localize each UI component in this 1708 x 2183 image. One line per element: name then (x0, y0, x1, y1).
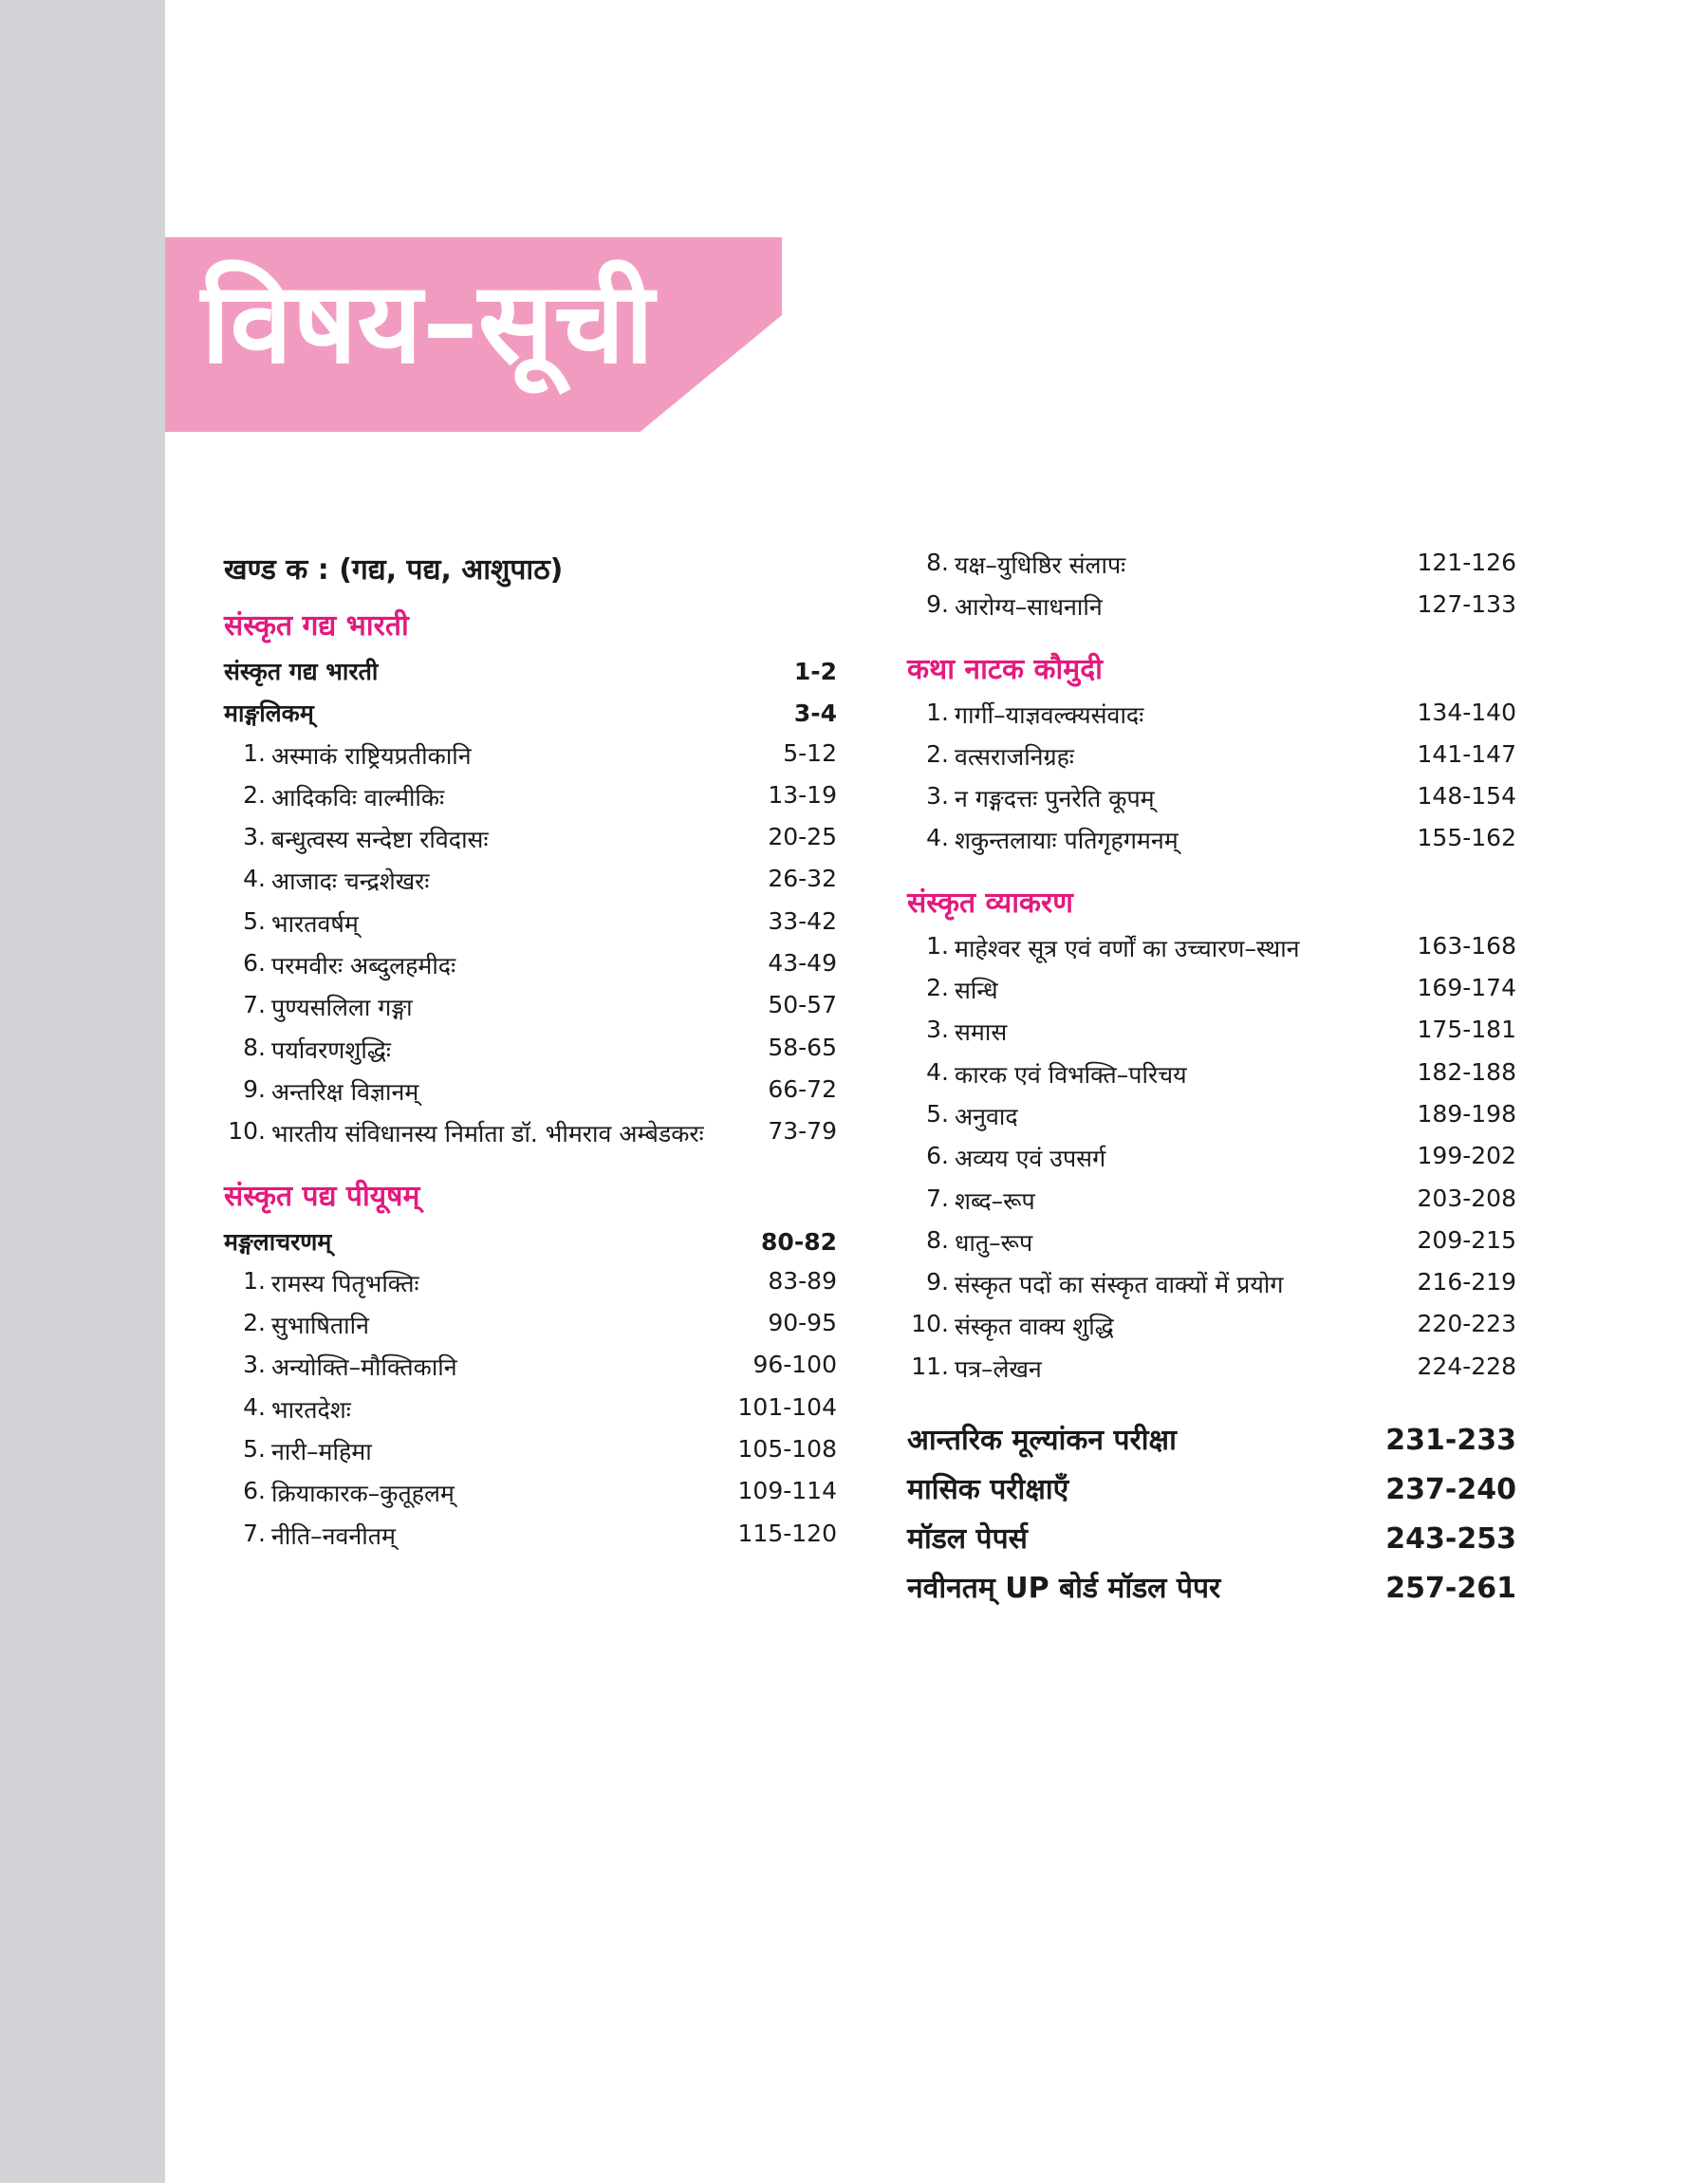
toc-pages: 199-202 (1417, 1142, 1516, 1170)
toc-pages: 80-82 (761, 1227, 837, 1256)
toc-row[interactable] (224, 1267, 837, 1309)
toc-row[interactable] (224, 1435, 837, 1477)
toc-number: 3. (926, 782, 949, 811)
toc-pages: 58-65 (768, 1033, 837, 1061)
extra-row[interactable] (907, 1419, 1516, 1468)
toc-pages: 203-208 (1417, 1184, 1516, 1212)
toc-label (224, 697, 314, 729)
toc-title: शब्द–रूप (955, 1186, 1035, 1215)
toc-row[interactable] (907, 1268, 1516, 1310)
toc-number: 5. (926, 1099, 949, 1128)
extras-list (907, 1419, 1516, 1616)
toc-label (224, 1351, 457, 1383)
toc-number: 3. (243, 823, 266, 851)
toc-label (907, 1353, 1042, 1385)
toc-number: 1. (926, 931, 949, 960)
toc-title: संस्कृत पदों का संस्कृत वाक्यों में प्रयोग (955, 1271, 1284, 1299)
toc-label (224, 1520, 396, 1552)
right-sections (907, 648, 1516, 1394)
toc-number: 10. (228, 1117, 266, 1146)
toc-pages: 43-49 (768, 949, 837, 978)
toc-pages: 33-42 (768, 906, 837, 935)
toc-pages: 3-4 (793, 700, 837, 728)
toc-pages: 127-133 (1417, 590, 1516, 619)
toc-label (907, 1226, 1032, 1259)
toc-title: अन्तरिक्ष विज्ञानम् (271, 1077, 419, 1106)
toc-row[interactable] (907, 782, 1516, 824)
toc-row[interactable] (907, 699, 1516, 740)
toc-number: 2. (926, 974, 949, 1002)
toc-pages: 155-162 (1417, 824, 1516, 852)
continued-list (907, 549, 1516, 633)
toc-row[interactable] (224, 991, 837, 1033)
extra-row[interactable] (907, 1567, 1516, 1616)
toc-number: 6. (926, 1142, 949, 1170)
toc-pages: 96-100 (752, 1351, 837, 1379)
toc-row[interactable] (224, 1309, 837, 1351)
toc-label (907, 1185, 1035, 1217)
toc-row[interactable] (907, 932, 1516, 974)
toc-label (907, 824, 1179, 856)
toc-label (224, 1034, 391, 1066)
toc-number: 9. (926, 1268, 949, 1297)
toc-label (224, 1477, 455, 1509)
toc-number: 1. (243, 738, 266, 767)
toc-row[interactable] (224, 739, 837, 781)
section-heading: संस्कृत व्याकरण (907, 886, 1073, 920)
toc-number: 4. (926, 824, 949, 852)
toc-row[interactable] (907, 1185, 1516, 1226)
left-sections (224, 605, 837, 1561)
toc-row[interactable] (907, 1058, 1516, 1100)
toc-number: 4. (926, 1057, 949, 1086)
extra-row[interactable] (907, 1468, 1516, 1518)
toc-number: 6. (243, 1477, 266, 1505)
extra-pages: 237-240 (1385, 1473, 1516, 1507)
toc-title: भारतवर्षम् (271, 909, 359, 938)
toc-number: 9. (926, 590, 949, 619)
toc-label (224, 739, 472, 772)
toc-label (224, 1225, 331, 1258)
toc-pages: 13-19 (768, 780, 837, 809)
toc-row[interactable] (907, 740, 1516, 782)
toc-number: 2. (243, 1309, 266, 1337)
toc-title: यक्ष–युधिष्ठिर संलापः (955, 551, 1126, 579)
toc-label (224, 1393, 351, 1426)
toc-title: अस्माकं राष्ट्रियप्रतीकानि (271, 741, 472, 770)
toc-number: 7. (243, 991, 266, 1019)
toc-number: 7. (926, 1184, 949, 1212)
toc-label (907, 1268, 1283, 1300)
toc-title: समास (955, 1018, 1008, 1047)
toc-title: नारी–महिमा (271, 1438, 372, 1466)
toc-title: परमवीरः अब्दुलहमीदः (271, 952, 456, 980)
toc-pages: 224-228 (1417, 1352, 1516, 1380)
toc-pages: 50-57 (768, 991, 837, 1019)
toc-label (907, 1310, 1114, 1342)
toc-row[interactable] (224, 1351, 837, 1392)
toc-row[interactable] (907, 1016, 1516, 1057)
toc-label (224, 1267, 419, 1299)
toc-pages: 66-72 (768, 1074, 837, 1103)
extra-row[interactable] (907, 1518, 1516, 1567)
toc-title: पत्र–लेखन (955, 1354, 1042, 1383)
toc-row[interactable] (907, 974, 1516, 1016)
toc-pages: 121-126 (1417, 549, 1516, 576)
toc-row[interactable] (907, 1100, 1516, 1142)
toc-pages: 90-95 (768, 1309, 837, 1337)
toc-pages: 220-223 (1417, 1310, 1516, 1338)
toc-pages: 169-174 (1417, 974, 1516, 1002)
toc-title: कारक एवं विभक्ति–परिचय (955, 1060, 1187, 1089)
toc-label (224, 1075, 418, 1108)
toc-number: 8. (243, 1033, 266, 1061)
toc-label (907, 782, 1155, 814)
toc-number: 4. (243, 1392, 266, 1421)
toc-label (224, 655, 378, 687)
toc-label (224, 1435, 372, 1467)
toc-title: माङ्गलिकम् (224, 700, 314, 728)
toc-label (907, 1100, 1018, 1132)
extra-title: मॉडल पेपर्स (907, 1522, 1028, 1557)
toc-number: 11. (911, 1352, 949, 1380)
toc-title: क्रियाकारक–कुतूहलम् (271, 1480, 455, 1508)
toc-pages: 209-215 (1417, 1225, 1516, 1254)
toc-number: 2. (926, 739, 949, 768)
toc-pages: 189-198 (1417, 1099, 1516, 1128)
toc-title: शकुन्तलायाः पतिगृहगमनम् (955, 827, 1179, 855)
toc-pages: 163-168 (1417, 931, 1516, 960)
toc-pages: 26-32 (768, 865, 837, 893)
toc-pages: 73-79 (768, 1117, 837, 1146)
toc-label (907, 699, 1143, 731)
toc-row[interactable] (224, 655, 837, 697)
toc-row[interactable] (224, 1477, 837, 1519)
toc-pages: 141-147 (1417, 739, 1516, 768)
toc-number: 1. (926, 698, 949, 726)
toc-title: भारतीय संविधानस्य निर्माता डॉ. भीमराव अम्बेडकरः (271, 1120, 704, 1148)
toc-number: 4. (243, 865, 266, 893)
toc-title: संस्कृत गद्य भारती (224, 658, 379, 685)
toc-title: गार्गी–याज्ञवल्क्यसंवादः (955, 700, 1144, 729)
toc-label (907, 590, 1103, 623)
toc-title: रामस्य पितृभक्तिः (271, 1269, 419, 1297)
toc-label (224, 907, 359, 940)
toc-row[interactable] (224, 1225, 837, 1267)
toc-label (907, 740, 1074, 773)
toc-title: अव्यय एवं उपसर्ग (955, 1145, 1106, 1173)
toc-label (224, 865, 429, 897)
toc-label (907, 932, 1300, 964)
toc-pages: 5-12 (783, 738, 837, 767)
toc-row[interactable] (224, 949, 837, 991)
toc-label (224, 1117, 704, 1149)
toc-pages: 109-114 (737, 1477, 837, 1505)
toc-title: वत्सराजनिग्रहः (955, 742, 1074, 771)
toc-pages: 216-219 (1417, 1268, 1516, 1297)
toc-row[interactable] (907, 1142, 1516, 1184)
toc-number: 3. (243, 1351, 266, 1379)
toc-label (224, 949, 455, 981)
extra-title: नवीनतम् UP बोर्ड मॉडल पेपर (907, 1572, 1221, 1606)
toc-number: 8. (926, 1225, 949, 1254)
side-strip (0, 0, 165, 2183)
toc-row[interactable] (907, 1310, 1516, 1352)
toc-title: सन्धि (955, 977, 998, 1005)
toc-pages: 101-104 (737, 1392, 837, 1421)
toc-title: अन्योक्ति–मौक्तिकानि (271, 1353, 457, 1382)
toc-title: पर्यावरणशुद्धिः (271, 1036, 391, 1064)
toc-label (907, 974, 998, 1006)
toc-title: आजादः चन्द्रशेखरः (271, 868, 430, 896)
toc-row[interactable] (224, 1393, 837, 1435)
toc-title: भारतदेशः (271, 1395, 351, 1424)
toc-row[interactable] (224, 1075, 837, 1117)
extra-title: आन्तरिक मूल्यांकन परीक्षा (907, 1424, 1177, 1458)
toc-number: 5. (243, 906, 266, 935)
toc-row[interactable] (907, 549, 1516, 590)
toc-row[interactable] (907, 1226, 1516, 1268)
toc-label (907, 1016, 1007, 1048)
toc-pages: 1-2 (793, 658, 837, 685)
section-heading: संस्कृत पद्य पीयूषम् (224, 1179, 420, 1213)
extra-pages: 243-253 (1385, 1522, 1516, 1557)
toc-number: 8. (926, 549, 949, 576)
toc-title: आदिकविः वाल्मीकिः (271, 783, 445, 812)
toc-row[interactable] (224, 781, 837, 823)
toc-row[interactable] (224, 907, 837, 949)
toc-label (224, 781, 444, 813)
toc-pages: 175-181 (1417, 1016, 1516, 1044)
right-column (907, 549, 1516, 1616)
section-heading: कथा नाटक कौमुदी (907, 652, 1103, 686)
toc-pages: 148-154 (1417, 782, 1516, 811)
toc-row[interactable] (224, 1520, 837, 1561)
toc-title: न गङ्गदत्तः पुनरेति कूपम् (955, 785, 1155, 813)
toc-label (224, 823, 489, 855)
toc-pages: 182-188 (1417, 1057, 1516, 1086)
extra-pages: 257-261 (1385, 1572, 1516, 1606)
toc-number: 3. (926, 1016, 949, 1044)
toc-row[interactable] (224, 865, 837, 906)
extra-title: मासिक परीक्षाएँ (907, 1473, 1069, 1507)
toc-title: बन्धुत्वस्य सन्देष्टा रविदासः (271, 826, 489, 854)
toc-number: 7. (243, 1519, 266, 1547)
toc-title: माहेश्वर सूत्र एवं वर्णों का उच्चारण–स्थान (955, 934, 1300, 962)
toc-row[interactable] (224, 823, 837, 865)
section-heading: संस्कृत गद्य भारती (224, 609, 409, 643)
toc-number: 2. (243, 780, 266, 809)
toc-pages: 83-89 (768, 1266, 837, 1295)
toc-label (907, 1058, 1187, 1091)
extra-pages: 231-233 (1385, 1424, 1516, 1458)
toc-label (907, 549, 1125, 581)
toc-title: धातु–रूप (955, 1228, 1033, 1257)
toc-title: संस्कृत वाक्य शुद्धि (955, 1313, 1114, 1341)
toc-row[interactable] (907, 824, 1516, 866)
toc-row[interactable] (907, 590, 1516, 632)
left-column (224, 549, 837, 1561)
toc-row[interactable] (224, 1117, 837, 1159)
toc-pages: 20-25 (768, 823, 837, 851)
toc-pages: 134-140 (1417, 698, 1516, 726)
toc-title: पुण्यसलिला गङ्गा (271, 994, 413, 1022)
toc-row[interactable] (224, 1034, 837, 1075)
toc-title: मङ्गलाचरणम् (224, 1227, 332, 1256)
toc-title: अनुवाद (955, 1102, 1018, 1130)
toc-label (224, 991, 413, 1023)
toc-row[interactable] (907, 1353, 1516, 1394)
toc-row[interactable] (224, 697, 837, 738)
toc-label (907, 1142, 1105, 1174)
toc-number: 1. (243, 1266, 266, 1295)
toc-number: 5. (243, 1435, 266, 1464)
toc-label (224, 1309, 369, 1341)
part-heading: खण्ड क : (गद्य, पद्य, आशुपाठ) (224, 553, 564, 587)
toc-title: आरोग्य–साधनानि (955, 593, 1103, 622)
page-title: विषय–सूची (201, 257, 655, 388)
toc-title: सुभाषितानि (271, 1312, 369, 1340)
toc-title: नीति–नवनीतम् (271, 1521, 396, 1550)
toc-pages: 105-108 (737, 1435, 837, 1464)
toc-number: 10. (911, 1310, 949, 1338)
toc-number: 6. (243, 949, 266, 978)
toc-number: 9. (243, 1074, 266, 1103)
toc-pages: 115-120 (737, 1519, 837, 1547)
